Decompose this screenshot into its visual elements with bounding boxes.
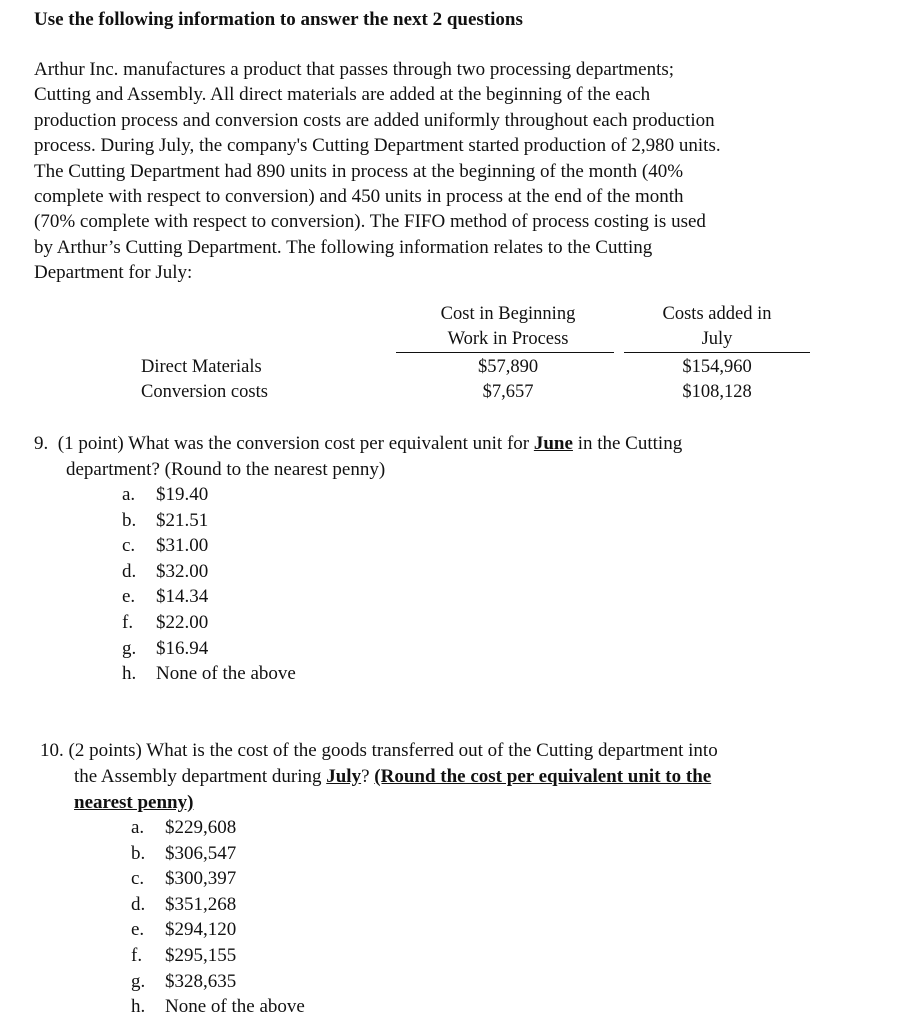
option-letter: e. [131, 919, 145, 941]
header-added-july-line1: Costs added in [662, 304, 772, 324]
intro-line: Arthur Inc. manufactures a product that passes through two processing departments; [34, 59, 675, 80]
question-emphasis: nearest penny) [74, 792, 194, 813]
option-letter: h. [122, 663, 137, 685]
option-text: $19.40 [156, 484, 209, 505]
intro-line: complete with respect to conversion) and 450 units in process at the end of the month [34, 186, 684, 208]
option-text: None of the above [165, 996, 305, 1018]
option-text: $22.00 [156, 611, 209, 633]
option-letter: b. [131, 842, 146, 864]
option-text: $14.34 [156, 586, 209, 608]
question-10-line1 [40, 738, 900, 764]
answer-option[interactable] [122, 661, 296, 687]
question-number: 10. [40, 740, 64, 761]
cost-table [0, 302, 904, 412]
option-letter: c. [122, 535, 136, 557]
answer-option[interactable] [131, 866, 305, 892]
answer-option[interactable] [122, 636, 296, 662]
header-beginning-wip [392, 302, 624, 352]
option-letter: d. [122, 560, 137, 582]
answer-option[interactable] [131, 994, 305, 1020]
option-text: $21.51 [156, 509, 209, 531]
intro-line: The Cutting Department had 890 units in process at the beginning of the month (40% [34, 160, 684, 182]
answer-option[interactable] [131, 969, 305, 995]
option-letter: h. [131, 996, 146, 1018]
answer-option[interactable] [122, 508, 296, 534]
option-text: $16.94 [156, 637, 209, 659]
answer-option[interactable] [122, 533, 296, 559]
question-emphasis: June [533, 433, 573, 454]
intro-line: by Arthur’s Cutting Department. The following information relates to the Cutting [34, 236, 653, 258]
intro-line: (70% complete with respect to conversion). The FIFO method of process costing is used [34, 211, 706, 233]
option-letter: f. [131, 944, 143, 966]
option-text: $351,268 [165, 893, 237, 915]
option-text: $32.00 [156, 560, 209, 582]
option-text: None of the above [156, 663, 296, 685]
question-text: ? [361, 766, 375, 787]
question-9-line1 [34, 431, 894, 457]
option-text: $31.00 [156, 535, 209, 557]
problem-intro [34, 57, 894, 286]
question-9-line2: department? (Round to the nearest penny) [66, 459, 386, 480]
header-rule [396, 352, 614, 353]
intro-line: production process and conversion costs are added uniformly throughout each production [34, 109, 715, 131]
answer-option[interactable] [131, 841, 305, 867]
option-text: $294,120 [165, 919, 237, 941]
option-letter: a. [122, 484, 136, 505]
instructions-heading: Use the following information to answer the next 2 questions [34, 9, 523, 30]
question-9-options [122, 482, 296, 687]
row-label-conversion-costs: Conversion costs [141, 382, 268, 402]
question-text: in the Cutting [572, 433, 683, 454]
option-letter: c. [131, 868, 145, 890]
row-label-direct-materials: Direct Materials [141, 357, 262, 377]
intro-line: Department for July: [34, 262, 193, 284]
answer-option[interactable] [122, 482, 296, 508]
answer-option[interactable] [131, 917, 305, 943]
header-added-july [624, 302, 810, 352]
cell-dm-added-july: $154,960 [682, 357, 752, 377]
option-letter: f. [122, 611, 134, 633]
question-10-line3 [40, 790, 900, 816]
answer-option[interactable] [122, 559, 296, 585]
option-text: $328,635 [165, 970, 237, 992]
option-letter: a. [131, 817, 145, 838]
option-text: $306,547 [165, 842, 237, 864]
header-beginning-wip-line1: Cost in Beginning [440, 304, 576, 324]
option-text: $295,155 [165, 944, 237, 966]
header-beginning-wip-line2: Work in Process [447, 329, 569, 349]
question-10-options [131, 815, 305, 1020]
answer-option[interactable] [122, 610, 296, 636]
answer-option[interactable] [131, 892, 305, 918]
header-added-july-line2: July [701, 329, 733, 349]
question-emphasis: (Round the cost per equivalent unit to the [374, 766, 712, 787]
cell-dm-beginning-wip: $57,890 [477, 357, 539, 377]
answer-option[interactable] [131, 943, 305, 969]
question-text: (2 points) What is the cost of the goods transferred out of the Cutting department into [63, 740, 718, 761]
option-letter: e. [122, 586, 136, 608]
question-10-line2 [40, 764, 900, 790]
option-letter: g. [122, 637, 137, 659]
question-text: the Assembly department during [74, 766, 327, 787]
answer-option[interactable] [122, 584, 296, 610]
intro-line: Cutting and Assembly. All direct materials are added at the beginning of the each [34, 84, 651, 106]
header-rule [624, 352, 810, 353]
question-emphasis: July [326, 766, 362, 787]
question-10 [40, 738, 900, 816]
option-letter: d. [131, 893, 146, 915]
option-letter: b. [122, 509, 137, 531]
option-letter: g. [131, 970, 146, 992]
answer-option[interactable] [131, 815, 305, 841]
question-text: (1 point) What was the conversion cost per equivalent unit for [57, 433, 534, 454]
option-text: $300,397 [165, 868, 237, 890]
intro-line: process. During July, the company's Cutting Department started production of 2,980 units. [34, 135, 721, 157]
question-number: 9. [34, 433, 49, 454]
cell-cc-added-july: $108,128 [682, 382, 752, 402]
question-9 [34, 431, 894, 483]
cell-cc-beginning-wip: $7,657 [482, 382, 534, 402]
option-text: $229,608 [165, 817, 237, 838]
